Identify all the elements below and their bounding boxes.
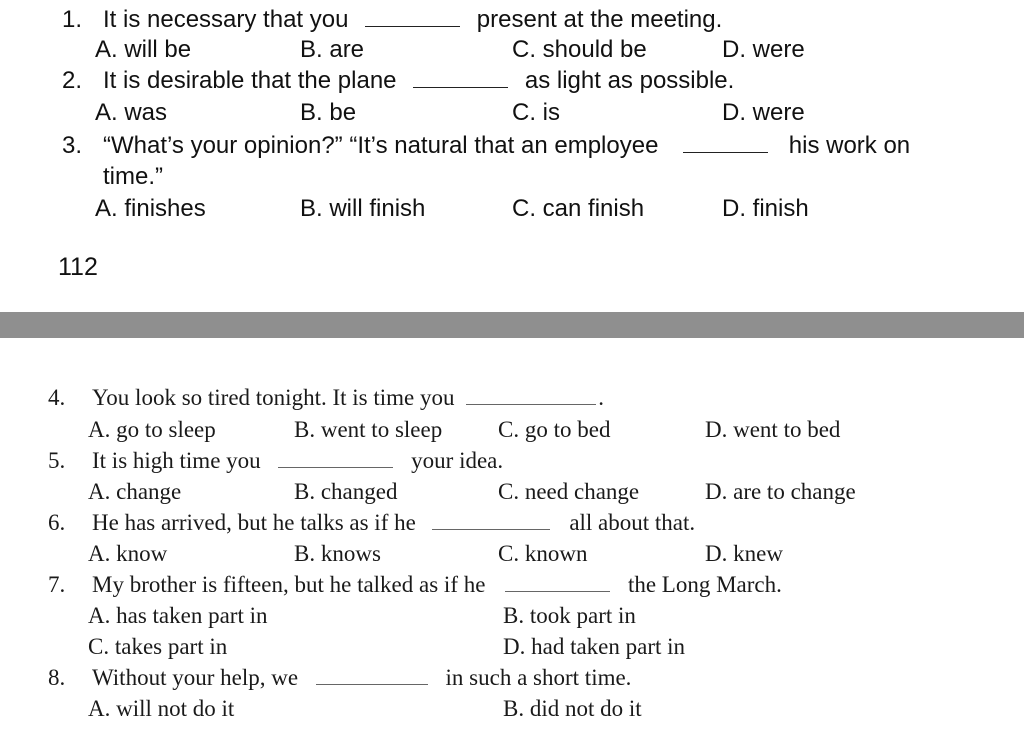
option-b: B. changed	[294, 479, 398, 504]
question-stem	[92, 386, 604, 409]
option-c: C. takes part in	[88, 634, 228, 659]
question-number: 5.	[48, 448, 66, 473]
stem-before: My brother is fifteen, but he talked as if he	[92, 572, 486, 597]
stem-after: his work on	[788, 132, 911, 159]
stem-before: It is high time you	[92, 448, 261, 473]
answer-blank	[365, 25, 460, 27]
stem-before: It is necessary that you	[103, 6, 349, 33]
answer-blank	[278, 466, 393, 468]
stem-after: in such a short time.	[445, 665, 632, 690]
option-a: A. go to sleep	[88, 417, 216, 442]
page-top	[0, 0, 1024, 312]
option-b: B. knows	[294, 541, 381, 566]
stem-after: as light as possible.	[524, 67, 735, 94]
option-d: D. went to bed	[705, 417, 841, 442]
answer-blank	[505, 590, 610, 592]
option-a: A. finishes	[95, 195, 206, 222]
option-a: A. was	[95, 99, 168, 126]
option-d: D. are to change	[705, 479, 856, 504]
option-c: C. is	[512, 99, 560, 126]
stem-continuation: time.”	[103, 163, 163, 190]
stem-before: You look so tired tonight. It is time you	[92, 385, 455, 410]
question-stem	[92, 666, 631, 689]
option-d: D. knew	[705, 541, 783, 566]
question-number: 3.	[62, 132, 83, 159]
question-stem	[103, 8, 722, 32]
option-b: B. went to sleep	[294, 417, 443, 442]
page-number: 112	[58, 253, 98, 281]
option-b: B. will finish	[300, 195, 426, 222]
question-number: 8.	[48, 665, 66, 690]
option-b: B. took part in	[503, 603, 636, 628]
option-a: A. will be	[95, 36, 192, 63]
stem-after: the Long March.	[627, 572, 782, 597]
option-c: C. need change	[498, 479, 640, 504]
question-stem	[92, 573, 782, 596]
option-a: A. will not do it	[88, 696, 235, 721]
question-number: 6.	[48, 510, 66, 535]
option-b: B. be	[300, 99, 357, 126]
stem-after: all about that.	[569, 510, 696, 535]
option-d: D. had taken part in	[503, 634, 686, 659]
question-stem	[92, 449, 503, 472]
option-a: A. know	[88, 541, 168, 566]
option-a: A. has taken part in	[88, 603, 268, 628]
option-d: D. were	[722, 99, 805, 126]
answer-blank	[432, 528, 550, 530]
option-c: C. known	[498, 541, 588, 566]
option-a: A. change	[88, 479, 182, 504]
question-number: 4.	[48, 385, 66, 410]
question-number: 1.	[62, 6, 83, 33]
option-c: C. can finish	[512, 195, 645, 222]
option-d: D. were	[722, 36, 805, 63]
stem-before: “What’s your opinion?” “It’s natural that an employee	[103, 132, 659, 159]
answer-blank	[683, 151, 768, 153]
answer-blank	[316, 683, 428, 685]
option-c: C. should be	[512, 36, 647, 63]
question-number: 2.	[62, 67, 83, 94]
option-b: B. did not do it	[503, 696, 642, 721]
stem-before: It is desirable that the plane	[103, 67, 397, 94]
option-d: D. finish	[722, 195, 809, 222]
stem-before: Without your help, we	[92, 665, 299, 690]
question-number: 7.	[48, 572, 66, 597]
answer-blank	[466, 403, 596, 405]
page-divider	[0, 312, 1024, 338]
answer-blank	[413, 86, 508, 88]
question-stem	[103, 134, 910, 158]
stem-after: your idea.	[411, 448, 504, 473]
question-stem	[92, 511, 695, 534]
option-c: C. go to bed	[498, 417, 611, 442]
option-b: B. are	[300, 36, 365, 63]
question-stem	[103, 69, 734, 93]
stem-after: .	[598, 385, 604, 410]
stem-before: He has arrived, but he talks as if he	[92, 510, 416, 535]
stem-after: present at the meeting.	[476, 6, 723, 33]
